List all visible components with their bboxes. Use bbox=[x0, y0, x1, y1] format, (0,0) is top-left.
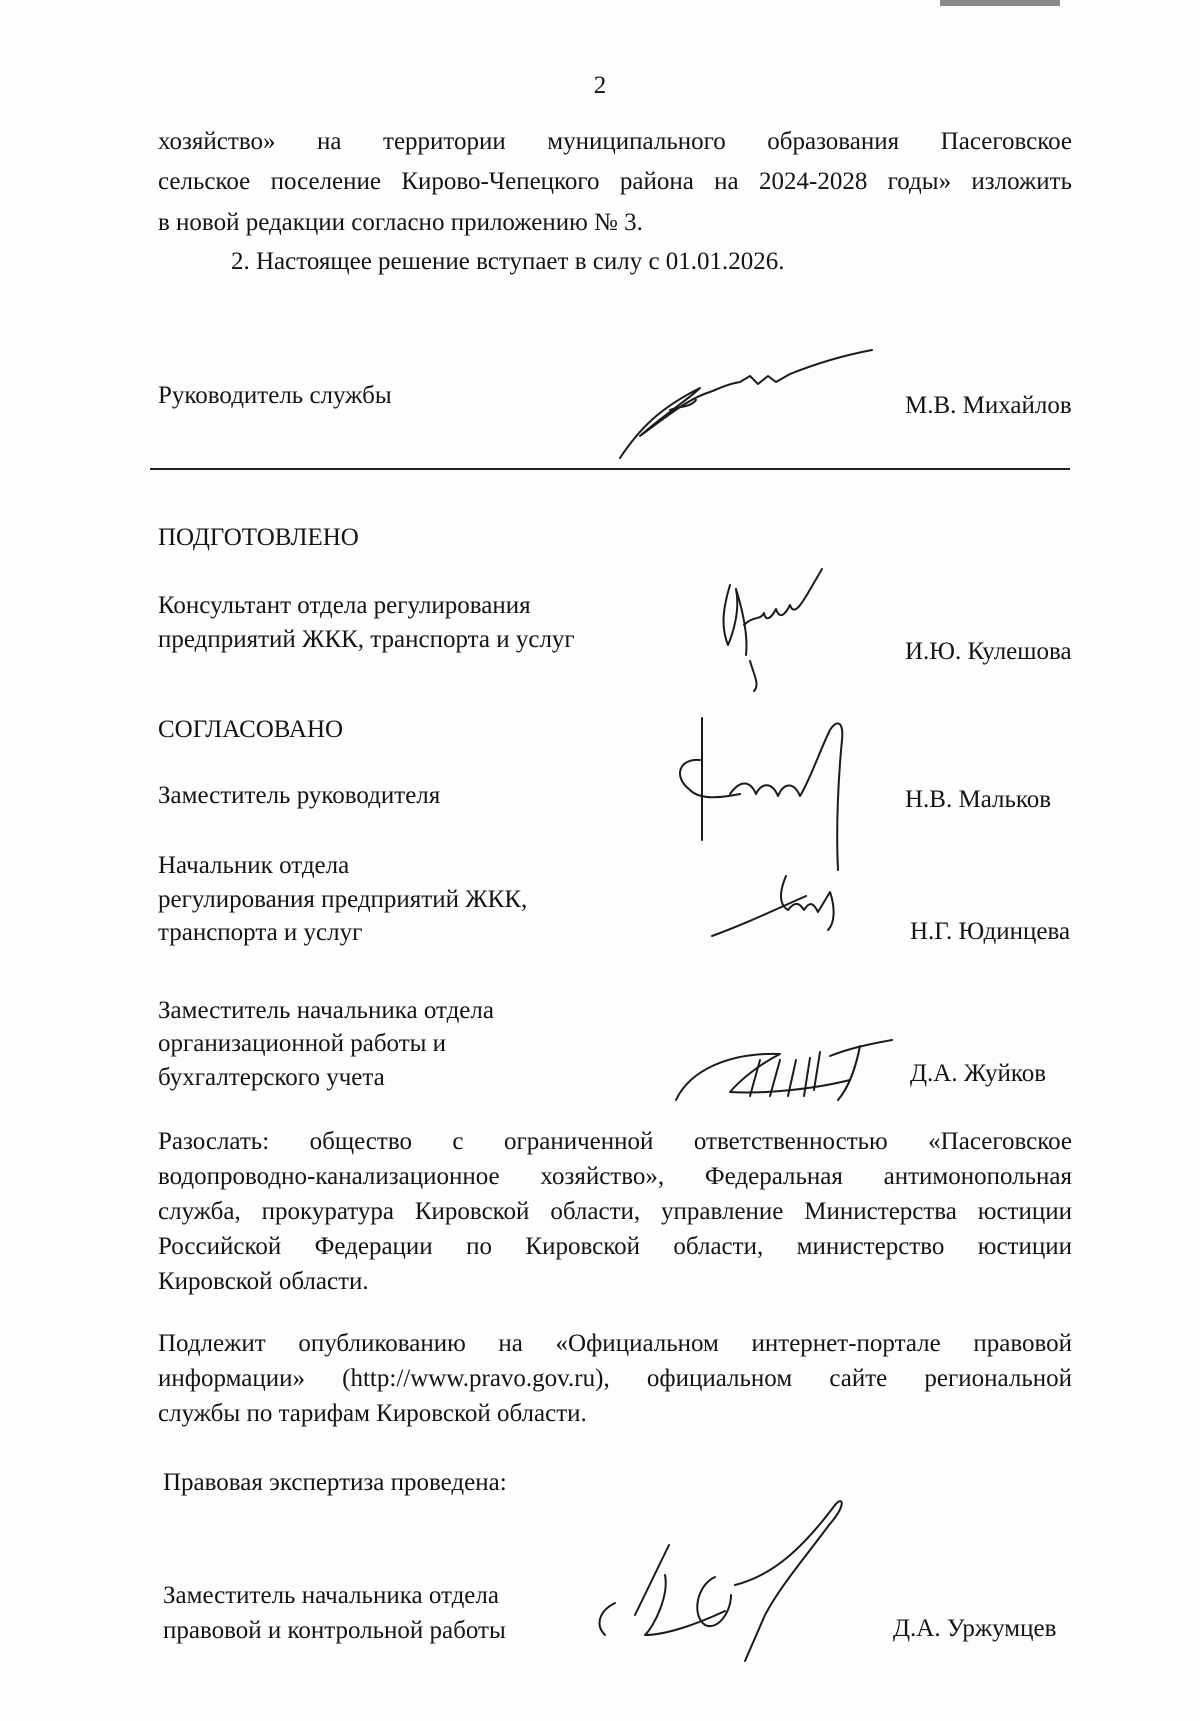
intro-line-1: хозяйство» на территории муниципального образования Пасеговское bbox=[158, 128, 1072, 155]
agreed-heading: СОГЛАСОВАНО bbox=[158, 716, 344, 743]
prepared-role-line-1: Консультант отдела регулирования bbox=[158, 592, 531, 619]
agreed-signer-2-role-line-2: регулирования предприятий ЖКК, bbox=[158, 886, 528, 913]
agreed-signer-3-signature bbox=[670, 1030, 900, 1110]
intro-line-2: сельское поселение Кирово-Чепецкого района на 2024-2028 годы» изложить bbox=[158, 168, 1072, 195]
intro-line-3: в новой редакции согласно приложению № 3. bbox=[158, 209, 643, 236]
distribution-line-3: служба, прокуратура Кировской области, управление Министерства юстиции bbox=[158, 1198, 1072, 1225]
prepared-name: И.Ю. Кулешова bbox=[905, 638, 1072, 665]
agreed-signer-3-role-line-3: бухгалтерского учета bbox=[158, 1064, 385, 1091]
distribution-line-5: Кировской области. bbox=[158, 1268, 369, 1295]
prepared-signature bbox=[710, 565, 830, 695]
head-signatory-name: М.В. Михайлов bbox=[905, 392, 1072, 419]
intro-item-2: 2. Настоящее решение вступает в силу с 01.01.2026. bbox=[231, 248, 785, 275]
divider-line bbox=[150, 468, 1070, 470]
prepared-heading: ПОДГОТОВЛЕНО bbox=[158, 524, 359, 551]
scan-artifact bbox=[940, 0, 1060, 6]
agreed-signer-3-role-line-1: Заместитель начальника отдела bbox=[158, 997, 494, 1024]
legal-review-name: Д.А. Уржумцев bbox=[893, 1615, 1057, 1642]
page-number: 2 bbox=[593, 72, 607, 99]
legal-review-signature bbox=[585, 1485, 865, 1665]
agreed-signer-2-signature bbox=[710, 870, 850, 940]
agreed-signer-2-name: Н.Г. Юдинцева bbox=[910, 918, 1071, 945]
distribution-line-2: водопроводно-канализационное хозяйство», Федеральная антимонопольная bbox=[158, 1163, 1072, 1190]
distribution-line-1: Разослать: общество с ограниченной ответственностью «Пасеговское bbox=[158, 1128, 1072, 1155]
prepared-role-line-2: предприятий ЖКК, транспорта и услуг bbox=[158, 626, 575, 653]
head-signature bbox=[600, 348, 880, 468]
agreed-signer-1-signature bbox=[660, 710, 890, 890]
agreed-signer-2-role-line-1: Начальник отдела bbox=[158, 852, 350, 879]
legal-review-heading: Правовая экспертиза проведена: bbox=[163, 1469, 507, 1496]
publication-line-1: Подлежит опубликованию на «Официальном интернет-портале правовой bbox=[158, 1330, 1072, 1357]
legal-review-role-line-2: правовой и контрольной работы bbox=[163, 1617, 506, 1644]
publication-line-2: информации» (http://www.pravo.gov.ru), официальном сайте региональной bbox=[158, 1365, 1072, 1392]
publication-line-3: службы по тарифам Кировской области. bbox=[158, 1400, 587, 1427]
agreed-signer-1-role: Заместитель руководителя bbox=[158, 782, 441, 809]
legal-review-role-line-1: Заместитель начальника отдела bbox=[163, 1582, 499, 1609]
agreed-signer-1-name: Н.В. Мальков bbox=[905, 786, 1052, 813]
head-signatory-role: Руководитель службы bbox=[158, 382, 392, 409]
distribution-line-4: Российской Федерации по Кировской области, министерство юстиции bbox=[158, 1233, 1072, 1260]
agreed-signer-2-role-line-3: транспорта и услуг bbox=[158, 919, 363, 946]
agreed-signer-3-role-line-2: организационной работы и bbox=[158, 1030, 447, 1057]
agreed-signer-3-name: Д.А. Жуйков bbox=[910, 1060, 1047, 1087]
